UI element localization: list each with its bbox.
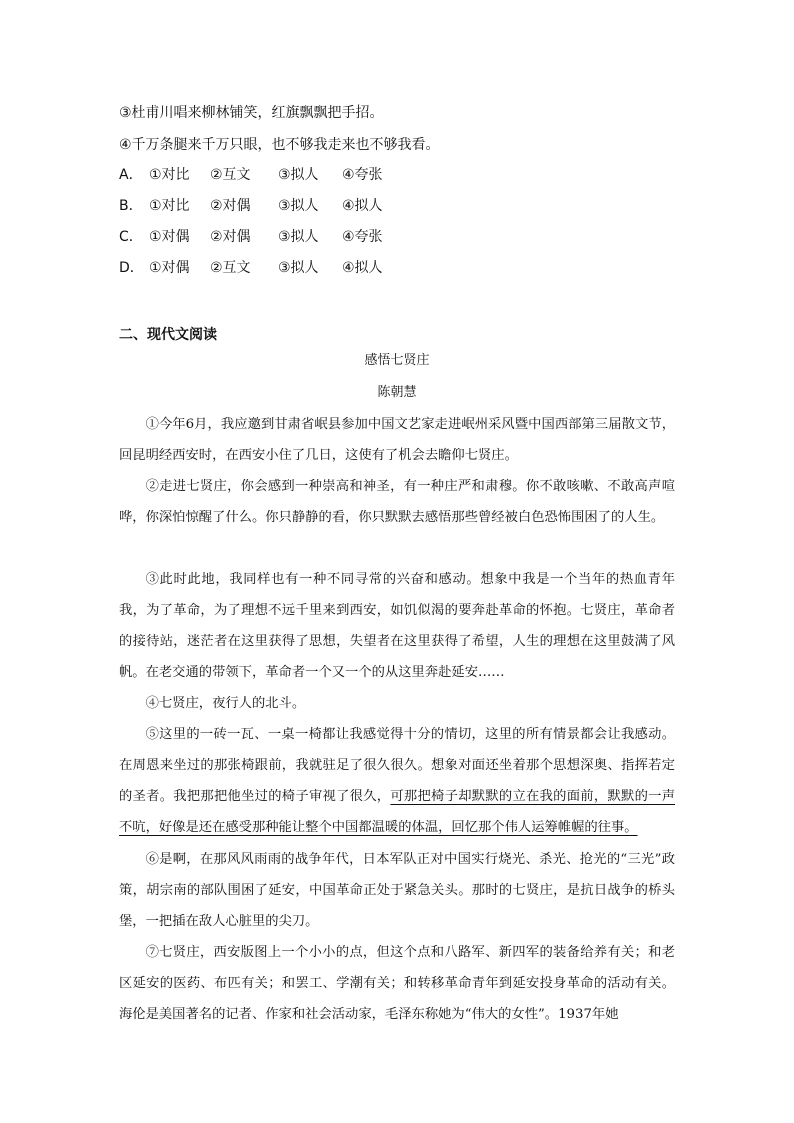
option-letter: A． — [119, 167, 143, 183]
option-item: ①对偶 — [149, 229, 190, 245]
option-item: ②互文 — [210, 167, 251, 183]
paragraph-5-text: ⑤这里的一砖一瓦、一桌一椅都让我感觉得十分的情切，这里的所有情景都会让我感动。在周恩来坐过的那张椅跟前，我就驻足了很久很久。想象对面还坐着那个思想深奥、指挥若定的圣者。我把那把他坐过的椅子审视了很久， — [119, 727, 675, 804]
underlined-sentence: 可那把椅子却默默的立在我的面前，默默的一声不吭，好像是还在感受那种能让整个中国都温暖的体温，回忆那个伟人运筹帷幄的往事。 — [119, 789, 676, 835]
option-item: ④夸张 — [342, 229, 383, 245]
option-item: ③拟人 — [278, 167, 319, 183]
option-item: ④拟人 — [342, 260, 383, 276]
paragraph-5 — [119, 719, 675, 843]
option-letter: B． — [119, 198, 143, 214]
option-item: ①对偶 — [149, 260, 190, 276]
option-b[interactable] — [119, 196, 383, 216]
option-a[interactable] — [119, 165, 383, 185]
paragraph-3: ③此时此地，我同样也有一种不同寻常的兴奋和感动。想象中我是一个当年的热血青年我，为了革命，为了理想不远千里来到西安，如饥似渴的要奔赴革命的怀抱。七贤庄，革命者的接待站，迷茫者在这里获得了思想，失望者在这里获得了希望，人生的理想在这里鼓满了风帆。在老交通的带领下，革命者一个又一个的从这里奔赴延安…… — [119, 572, 675, 680]
article-title: 感悟七贤庄 — [364, 353, 430, 368]
paragraph-1: ①今年6月，我应邀到甘肃省岷县参加中国文艺家走进岷州采风暨中国西部第三届散文节，回昆明经西安时，在西安小住了几日，这使有了机会去瞻仰七贤庄。 — [119, 417, 675, 463]
paragraph-6: ⑥是啊，在那风风雨雨的战争年代，日本军队正对中国实行烧光、杀光、抢光的“三光”政策，胡宗南的部队围困了延安，中国革命正处于紧急关头。那时的七贤庄，是抗日战争的桥头堡，一把插在敌人心脏里的尖刀。 — [119, 852, 675, 929]
paragraph-2: ②走进七贤庄，你会感到一种崇高和神圣，有一种庄严和肃穆。你不敢咳嗽、不敢高声喧哗，你深怕惊醒了什么。你只静静的看，你只默默去感悟那些曾经被白色恐怖围困了的人生。 — [119, 479, 675, 525]
option-item: ②对偶 — [210, 229, 251, 245]
option-item: ②对偶 — [210, 198, 251, 214]
quote-line-4: ④千万条腿来千万只眼，也不够我走来也不够我看。 — [119, 137, 440, 153]
paragraph-7: ⑦七贤庄，西安版图上一个小小的点，但这个点和八路军、新四军的装备给养有关；和老区延安的医药、布匹有关；和罢工、学潮有关；和转移革命青年到延安投身革命的活动有关。海伦是美国著名的记者、作家和社会活动家，毛泽东称她为“伟大的女性”。1937年她 — [119, 945, 675, 1022]
option-item: ④拟人 — [342, 198, 383, 214]
option-item: ③拟人 — [278, 198, 319, 214]
option-item: ①对比 — [149, 167, 190, 183]
option-item: ②互文 — [210, 260, 251, 276]
option-letter: D． — [119, 260, 144, 276]
option-item: ③拟人 — [278, 229, 319, 245]
article-author: 陈朝慧 — [377, 385, 417, 400]
option-item: ③拟人 — [278, 260, 319, 276]
quote-line-3: ③杜甫川唱来柳林铺笑，红旗飘飘把手招。 — [119, 105, 384, 121]
option-d[interactable] — [119, 258, 383, 278]
paragraph-4: ④七贤庄，夜行人的北斗。 — [145, 696, 306, 711]
option-letter: C． — [119, 229, 143, 245]
option-item: ④夸张 — [342, 167, 383, 183]
option-c[interactable] — [119, 227, 383, 247]
section-heading: 二、现代文阅读 — [119, 327, 217, 343]
option-item: ①对比 — [149, 198, 190, 214]
